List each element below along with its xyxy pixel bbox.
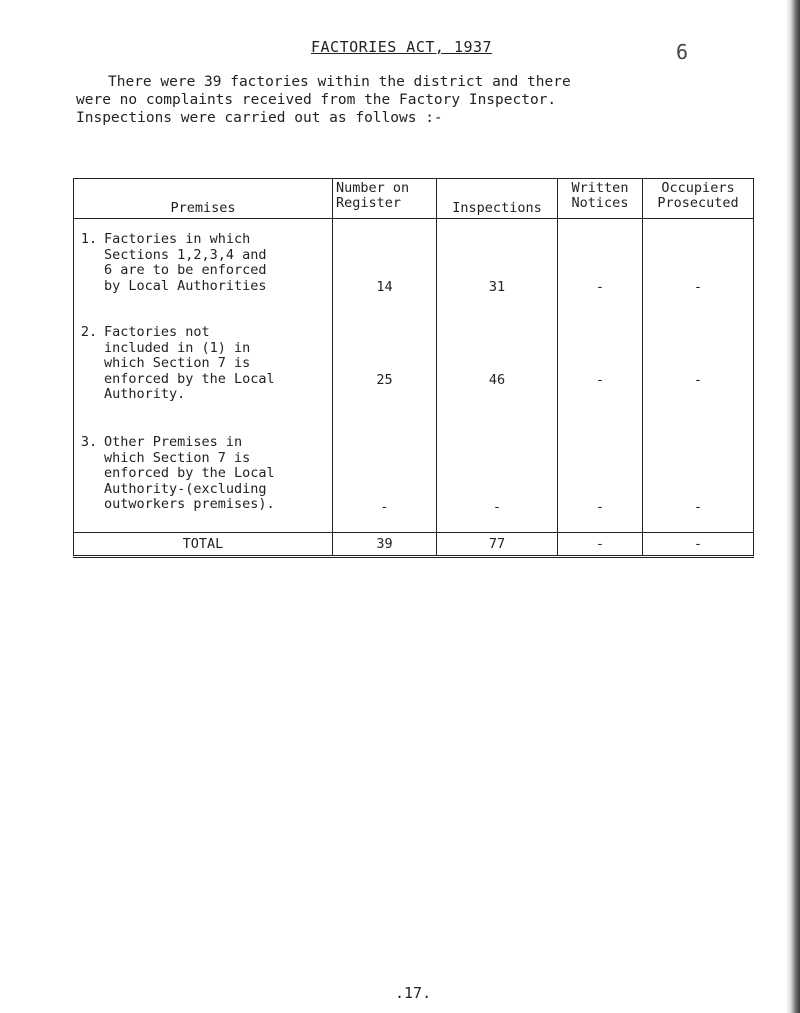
page-mark: 6 <box>676 40 689 64</box>
desc-line: Other Premises in <box>104 434 243 450</box>
col-header-line: Number on <box>336 180 410 196</box>
prosecuted-cell: - <box>643 219 754 326</box>
col-header-premises: Premises <box>74 179 333 219</box>
desc-line: outworkers premises). <box>104 496 275 512</box>
table-row <box>74 219 754 326</box>
total-notices: - <box>558 533 643 557</box>
register-cell: 14 <box>333 219 437 326</box>
register-cell: 25 <box>333 325 437 435</box>
intro-line: Inspections were carried out as follows :- <box>76 110 443 126</box>
notices-cell: - <box>558 325 643 435</box>
page-edge-shadow <box>786 0 800 1013</box>
desc-line: 6 are to be enforced <box>104 262 267 278</box>
table-row <box>74 325 754 435</box>
desc-line: Authority. <box>104 386 186 402</box>
desc-line: Sections 1,2,3,4 and <box>104 246 267 263</box>
desc-line: enforced by the Local <box>104 370 275 387</box>
table-row <box>74 435 754 533</box>
col-header-prosecuted <box>643 179 754 219</box>
register-cell: - <box>333 435 437 533</box>
row-description <box>104 232 267 294</box>
total-label: TOTAL <box>74 533 333 557</box>
row-description <box>104 325 275 403</box>
intro-paragraph <box>76 73 756 127</box>
inspections-cell: - <box>437 435 558 533</box>
col-header-line: Occupiers <box>661 180 735 196</box>
desc-line: enforced by the Local <box>104 465 275 481</box>
notices-cell: - <box>558 219 643 326</box>
premises-cell <box>74 325 333 435</box>
total-inspections: 77 <box>437 533 558 557</box>
table-header-row <box>74 179 754 219</box>
total-prosecuted: - <box>643 533 754 557</box>
col-header-register <box>333 179 437 219</box>
desc-line: by Local Authorities <box>104 277 267 294</box>
desc-line: Factories not <box>104 324 210 340</box>
notices-cell: - <box>558 435 643 533</box>
col-header-line: Register <box>336 195 402 211</box>
inspections-cell: 31 <box>437 219 558 326</box>
premises-cell <box>74 219 333 326</box>
inspections-table <box>73 178 754 558</box>
intro-line: were no complaints received from the Factory Inspector. <box>76 92 557 108</box>
premises-cell <box>74 435 333 533</box>
desc-line: included in (1) in <box>104 339 251 356</box>
col-header-line: Prosecuted <box>657 195 739 211</box>
page-number: .17. <box>395 984 432 1002</box>
col-header-inspections: Inspections <box>437 179 558 219</box>
row-index: 3. <box>80 434 98 450</box>
desc-line: which Section 7 is <box>104 355 251 371</box>
total-row <box>74 533 754 557</box>
inspections-cell: 46 <box>437 325 558 435</box>
col-header-line: Written <box>571 180 629 196</box>
intro-line: There were 39 factories within the district and there <box>108 74 571 90</box>
section-heading: FACTORIES ACT, 1937 <box>311 38 493 56</box>
prosecuted-cell: - <box>643 325 754 435</box>
row-index: 2. <box>80 324 98 340</box>
desc-line: Factories in which <box>104 231 251 247</box>
total-register: 39 <box>333 533 437 557</box>
col-header-notices <box>558 179 643 219</box>
desc-line: Authority-(excluding <box>104 480 267 497</box>
prosecuted-cell: - <box>643 435 754 533</box>
row-index: 1. <box>80 231 98 247</box>
desc-line: which Section 7 is <box>104 449 251 466</box>
col-header-line: Notices <box>571 195 629 211</box>
row-description <box>104 435 275 513</box>
